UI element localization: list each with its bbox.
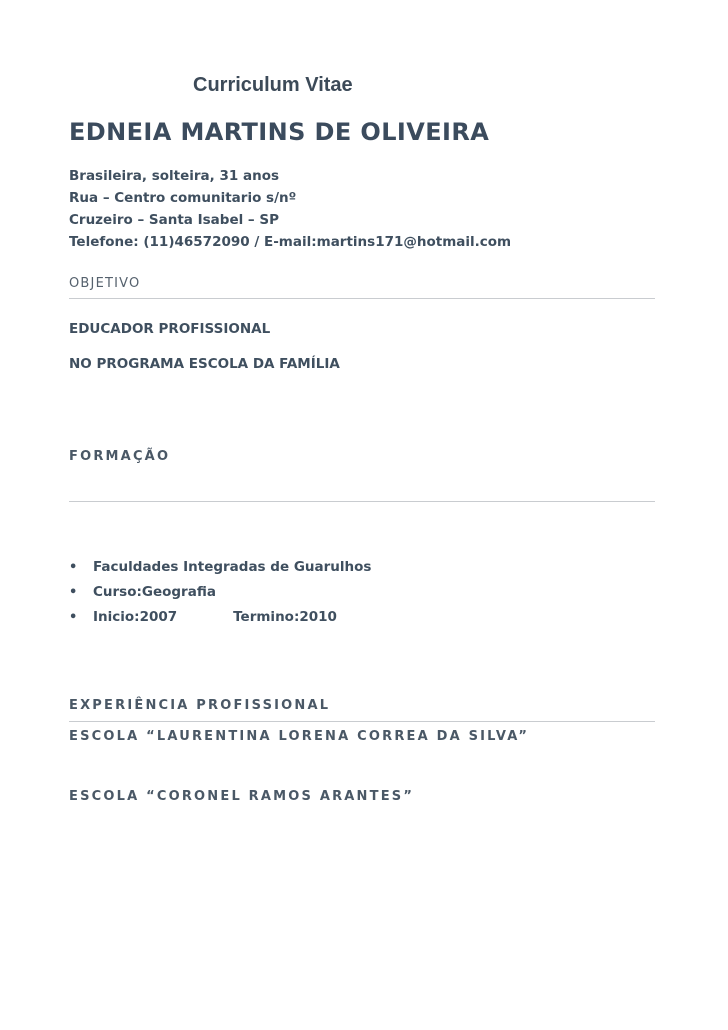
list-item — [69, 605, 371, 630]
list-item — [69, 580, 371, 605]
experience-job-2: ESCOLA “CORONEL RAMOS ARANTES” — [69, 789, 415, 804]
education-divider — [69, 501, 655, 502]
contact-block — [69, 165, 511, 253]
education-course: Curso:Geografia — [93, 584, 216, 600]
contact-street: Rua – Centro comunitario s/nº — [69, 190, 297, 206]
contact-phone-email: Telefone: (11)46572090 / E-mail:martins171@hotmail.com — [69, 234, 512, 250]
objective-line-1: EDUCADOR PROFISSIONAL — [69, 321, 271, 337]
education-list — [69, 555, 371, 630]
bullet-icon: • — [69, 560, 78, 575]
bullet-icon: • — [69, 585, 78, 600]
document-title: Curriculum Vitae — [193, 74, 353, 96]
contact-personal-info: Brasileira, solteira, 31 anos — [69, 168, 280, 184]
bullet-icon: • — [69, 610, 78, 625]
experience-heading: EXPERIÊNCIA PROFISSIONAL — [69, 698, 331, 713]
objective-line-2: NO PROGRAMA ESCOLA DA FAMÍLIA — [69, 356, 340, 372]
objective-divider — [69, 298, 655, 299]
candidate-name: EDNEIA MARTINS DE OLIVEIRA — [69, 118, 490, 146]
list-item — [69, 555, 371, 580]
education-end: Termino:2010 — [233, 609, 337, 625]
education-heading: FORMAÇÃO — [69, 449, 171, 464]
contact-city: Cruzeiro – Santa Isabel – SP — [69, 212, 279, 228]
experience-divider — [69, 721, 655, 722]
education-institution: Faculdades Integradas de Guarulhos — [93, 559, 372, 575]
education-start: Inicio:2007 — [93, 609, 178, 625]
objective-heading: OBJETIVO — [69, 276, 141, 291]
experience-job-1: ESCOLA “LAURENTINA LORENA CORREA DA SILVA” — [69, 729, 530, 744]
